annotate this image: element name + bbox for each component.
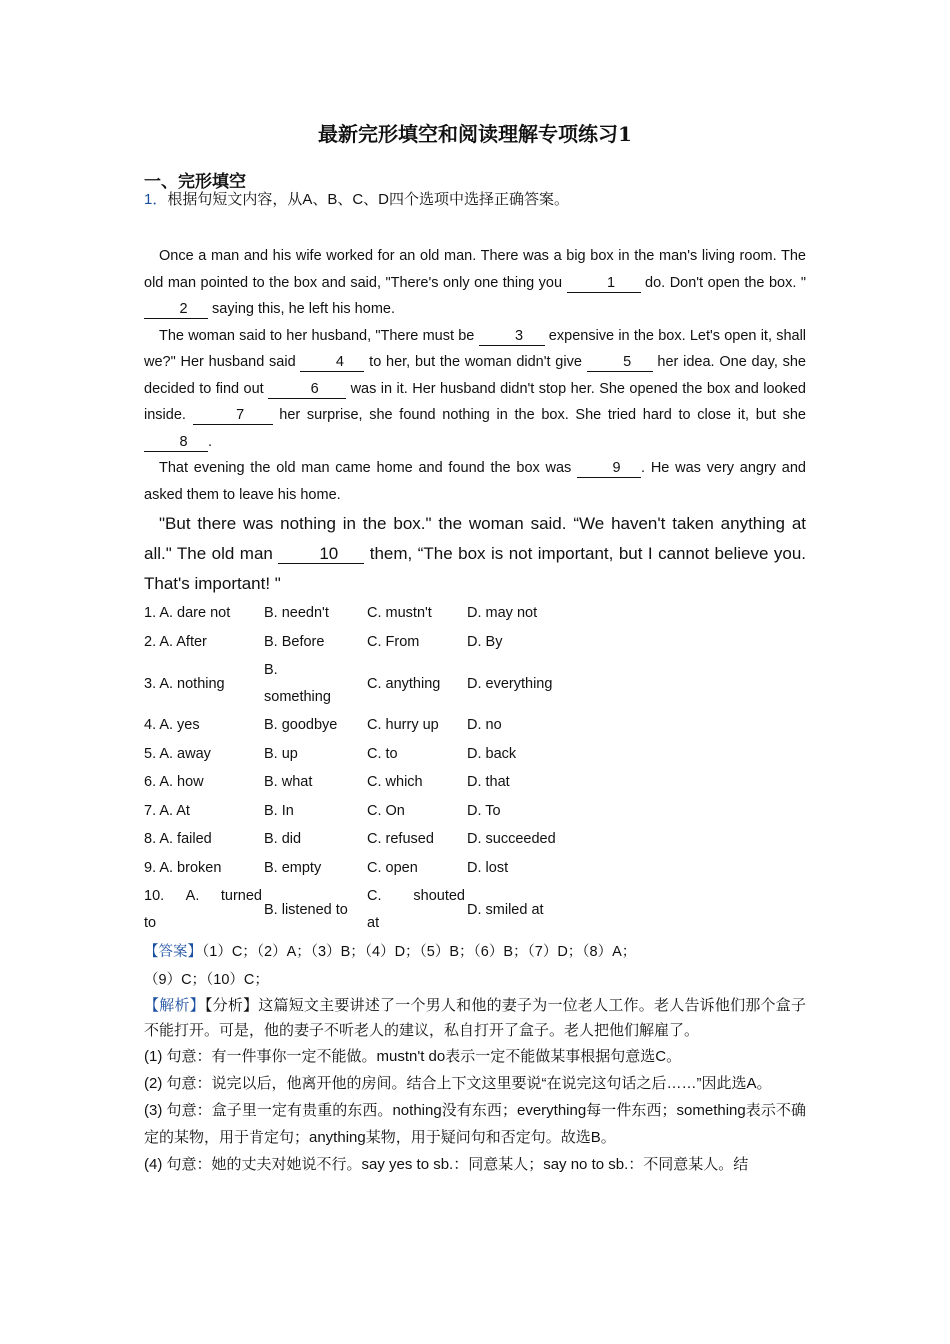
options-row <box>144 825 587 854</box>
option-d[interactable]: D. everything <box>467 675 553 692</box>
option-a-number: 10. <box>144 887 165 904</box>
blank-2[interactable]: 2 <box>144 300 208 319</box>
answer-text-1: （1）C；（2）A；（3）B；（4）D；（5）B；（6）B；（7）D；（8）A； <box>202 944 637 960</box>
option-a[interactable]: 6. A. how <box>144 774 204 791</box>
option-c[interactable]: C. open <box>367 859 418 876</box>
option-c[interactable] <box>367 882 467 937</box>
passage-paragraph-1 <box>144 243 806 323</box>
option-c[interactable]: C. hurry up <box>367 717 439 734</box>
section-heading: 一、完形填空 <box>144 172 246 192</box>
option-a[interactable]: 2. A. After <box>144 633 207 650</box>
option-a[interactable]: 9. A. broken <box>144 859 222 876</box>
blank-7[interactable]: 7 <box>193 406 273 425</box>
option-a[interactable]: 3. A. nothing <box>144 675 225 692</box>
answer-tag: 【答案】 <box>144 944 202 960</box>
option-d[interactable]: D. succeeded <box>467 831 556 848</box>
passage-paragraph-3 <box>144 455 806 508</box>
options-row <box>144 854 587 883</box>
option-c-word-2: at <box>367 914 380 931</box>
instruction-text: 根据句短文内容，从A、B、C、D四个选项中选择正确答案。 <box>167 191 570 208</box>
option-c[interactable]: C. From <box>367 633 420 650</box>
passage-text: do. Don't open the box. " <box>640 274 806 291</box>
passage-text: . <box>208 433 213 450</box>
option-b[interactable]: B. empty <box>264 859 322 876</box>
options-row <box>144 882 587 937</box>
option-b[interactable]: B. what <box>264 774 313 791</box>
blank-3[interactable]: 3 <box>479 327 545 346</box>
option-d[interactable]: D. By <box>467 633 503 650</box>
blank-4[interactable]: 4 <box>300 353 364 372</box>
options-row <box>144 656 587 711</box>
options-row <box>144 711 587 740</box>
cloze-passage <box>144 243 806 599</box>
passage-text: her idea. One day, she decided to find out <box>144 354 806 397</box>
options-row <box>144 740 587 769</box>
option-a[interactable]: 1. A. dare not <box>144 605 231 622</box>
option-a[interactable]: 5. A. away <box>144 745 211 762</box>
question-number: 1． <box>144 191 168 208</box>
passage-text: "But there was nothing in the box." the woman said. “We haven't taken anything at all." The old man <box>144 514 806 563</box>
option-b[interactable]: B. In <box>264 802 294 819</box>
option-c-letter: C. <box>367 887 382 904</box>
option-b[interactable]: B. listened to <box>264 901 348 918</box>
analysis-intro-text: 【分析】这篇短文主要讲述了一个男人和他的妻子为一位老人工作。老人告诉他们那个盒子不能打开。可是，他的妻子不听老人的建议，私自打开了盒子。老人把他们解雇了。 <box>144 997 806 1039</box>
option-d[interactable]: D. may not <box>467 605 538 622</box>
option-d[interactable]: D. that <box>467 774 510 791</box>
blank-8[interactable]: 8 <box>144 433 208 452</box>
passage-paragraph-2 <box>144 323 806 456</box>
blank-6[interactable]: 6 <box>268 380 346 399</box>
question-instruction <box>144 188 569 209</box>
option-d[interactable]: D. lost <box>467 859 509 876</box>
passage-text: That evening the old man came home and found the box was <box>159 460 578 476</box>
analysis-item: (3) 句意：盒子里一定有贵重的东西。nothing没有东西；everything每一件东西；something表示不确定的某物，用于肯定句；anything某物，用于疑问句和否定句。故选B。 <box>144 1102 806 1146</box>
option-a[interactable]: 4. A. yes <box>144 717 200 734</box>
options-table <box>144 599 587 937</box>
option-b[interactable]: B. needn't <box>264 605 329 622</box>
option-a-letter: A. <box>185 887 200 904</box>
options-row <box>144 797 587 826</box>
options-row <box>144 768 587 797</box>
blank-10[interactable]: 10 <box>278 545 364 564</box>
answer-text-2: （9）C；（10）C； <box>144 972 269 988</box>
option-a-word: turned <box>220 887 262 904</box>
option-b[interactable]: B. did <box>264 831 302 848</box>
option-c[interactable]: C. mustn't <box>367 605 432 622</box>
option-b[interactable]: B. goodbye <box>264 717 338 734</box>
passage-text: was in it. Her husband didn't stop her. She opened the box and looked inside. <box>144 380 806 423</box>
option-d[interactable]: D. no <box>467 717 502 734</box>
option-b[interactable] <box>264 656 367 711</box>
blank-5[interactable]: 5 <box>587 353 653 372</box>
analysis-item: (1) 句意：有一件事你一定不能做。mustn't do表示一定不能做某事根据句意选C。 <box>144 1048 682 1065</box>
passage-text: The woman said to her husband, "There must be <box>159 327 479 344</box>
analysis-item: (4) 句意：她的丈夫对她说不行。say yes to sb.：同意某人；say no to sb.：不同意某人。结 <box>144 1156 749 1173</box>
option-c[interactable]: C. to <box>367 745 398 762</box>
option-c[interactable]: C. On <box>367 802 405 819</box>
option-a[interactable] <box>144 882 264 937</box>
option-c-word: shouted <box>413 887 465 904</box>
page-title: 最新完形填空和阅读理解专项练习1 <box>318 122 632 146</box>
blank-9[interactable]: 9 <box>577 459 641 478</box>
option-b[interactable]: B. Before <box>264 633 325 650</box>
analysis-item: (2) 句意：说完以后，他离开他的房间。结合上下文这里要说“在说完这句话之后……”因此选A。 <box>144 1075 772 1092</box>
option-a-word-2: to <box>144 914 157 931</box>
passage-text: to her, but the woman didn't give <box>364 354 587 370</box>
options-row <box>144 628 587 657</box>
passage-text: expensive in the box. Let's open it, shall we?" Her husband said <box>144 327 807 370</box>
passage-text: Once a man and his wife worked for an old man. There was a big box in the man's living room. The old man pointed to the box and said, "There's only one thing you <box>144 248 806 291</box>
passage-text: them, “The box is not important, but I cannot believe you. That's important! " <box>144 544 807 593</box>
blank-1[interactable]: 1 <box>567 274 641 293</box>
option-a[interactable]: 7. A. At <box>144 802 190 819</box>
option-b-word: something <box>264 688 331 705</box>
answer-block <box>144 938 806 994</box>
analysis-tag: 【解析】 <box>144 997 205 1014</box>
option-a[interactable]: 8. A. failed <box>144 831 212 848</box>
options-row <box>144 599 587 628</box>
option-d[interactable]: D. smiled at <box>467 901 544 918</box>
passage-text: saying this, he left his home. <box>208 301 395 317</box>
passage-paragraph-4 <box>144 509 806 599</box>
option-c[interactable]: C. which <box>367 774 423 791</box>
option-c[interactable]: C. anything <box>367 675 441 692</box>
passage-text: . He was very angry and asked them to leave his home. <box>144 460 806 503</box>
option-b[interactable]: B. up <box>264 745 298 762</box>
option-b-letter: B. <box>264 661 278 678</box>
analysis-block <box>144 993 806 1178</box>
option-c[interactable]: C. refused <box>367 831 434 848</box>
analysis-intro <box>144 993 806 1043</box>
option-d[interactable]: D. To <box>467 802 501 819</box>
passage-text: her surprise, she found nothing in the box. She tried hard to close it, but she <box>272 407 806 423</box>
option-d[interactable]: D. back <box>467 745 517 762</box>
